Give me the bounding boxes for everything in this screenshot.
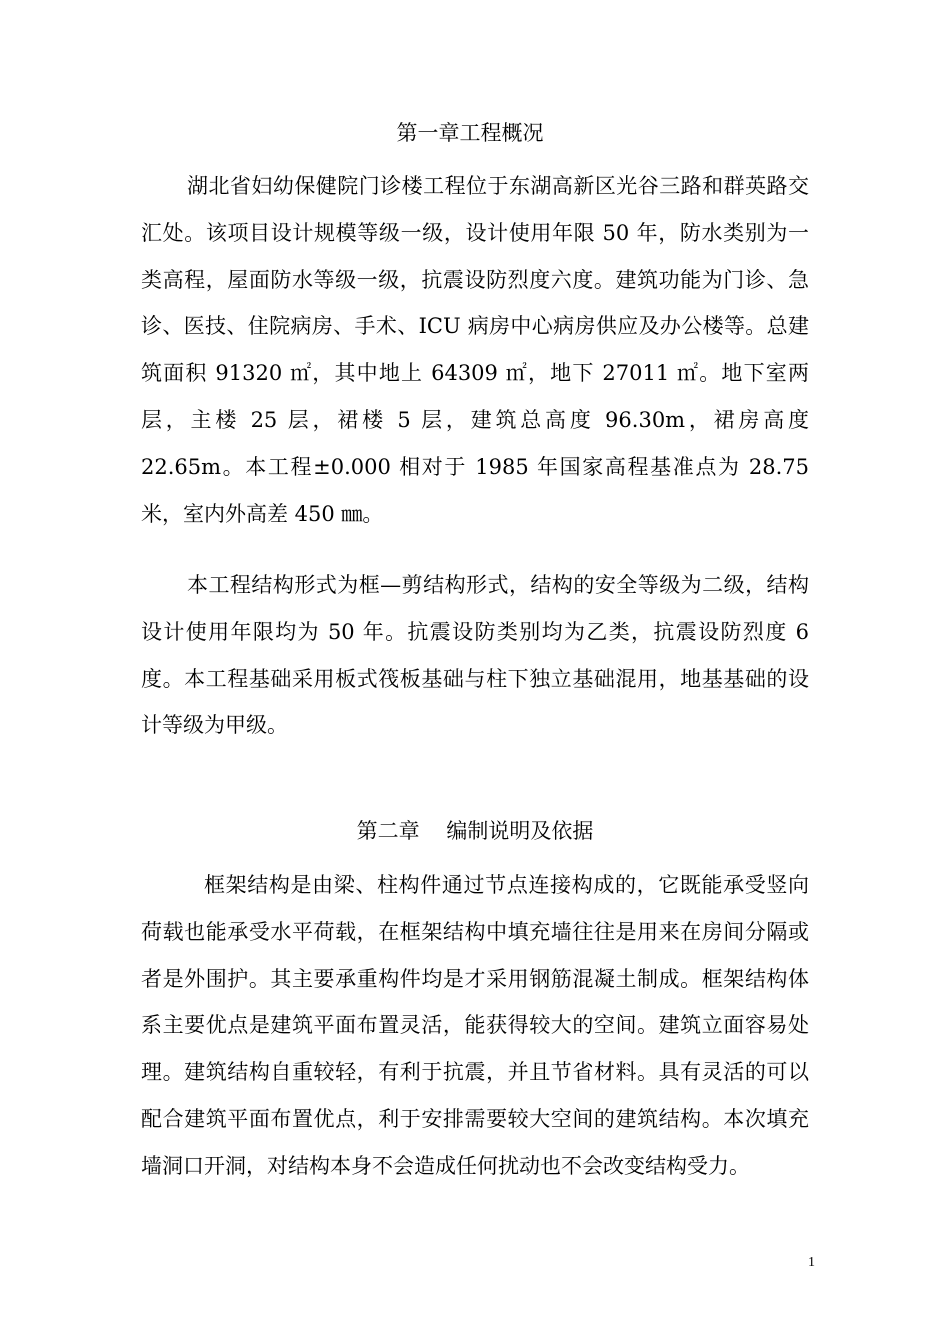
chapter-1-paragraph-2: 本工程结构形式为框—剪结构形式，结构的安全等级为二级，结构设计使用年限均为 50 年。抗震设防类别均为乙类，抗震设防烈度 6 度。本工程基础采用板式筏板基础与柱下独立基础混用，地基基础的设计等级为甲级。 [141,573,809,738]
chapter-2-title: 第二章 编制说明及依据 [356,819,594,843]
page-number: 1 [808,1255,815,1270]
chapter-1-title: 第一章工程概况 [396,121,544,145]
chapter-2-paragraph-1: 框架结构是由梁、柱构件通过节点连接构成的，它既能承受竖向荷载也能承受水平荷载，在框架结构中填充墙往往是用来在房间分隔或者是外围护。其主要承重构件均是才采用钢筋混凝土制成。框架结构体系主要优点是建筑平面布置灵活，能获得较大的空间。建筑立面容易处理。建筑结构自重较轻，有利于抗震，并且节省材料。具有灵活的可以配合建筑平面布置优点，利于安排需要较大空间的建筑结构。本次填充墙洞口开洞，对结构本身不会造成任何扰动也不会改变结构受力。 [141,873,809,1178]
chapter-1-paragraph-1: 湖北省妇幼保健院门诊楼工程位于东湖高新区光谷三路和群英路交汇处。该项目设计规模等级一级，设计使用年限 50 年，防水类别为一类高程，屋面防水等级一级，抗震设防烈度六度。建筑功能为门诊、急诊、医技、住院病房、手术、ICU 病房中心病房供应及办公楼等。总建筑面积 91320 ㎡，其中地上 64309 ㎡，地下 27011 ㎡。地下室两层，主楼 25 层，裙楼 5 层，建筑总高度 96.30m，裙房高度 22.65m。本工程±0.000 相对于 1985 年国家高程基准点为 28.75 米，室内外高差 450 ㎜。 [141,174,809,526]
